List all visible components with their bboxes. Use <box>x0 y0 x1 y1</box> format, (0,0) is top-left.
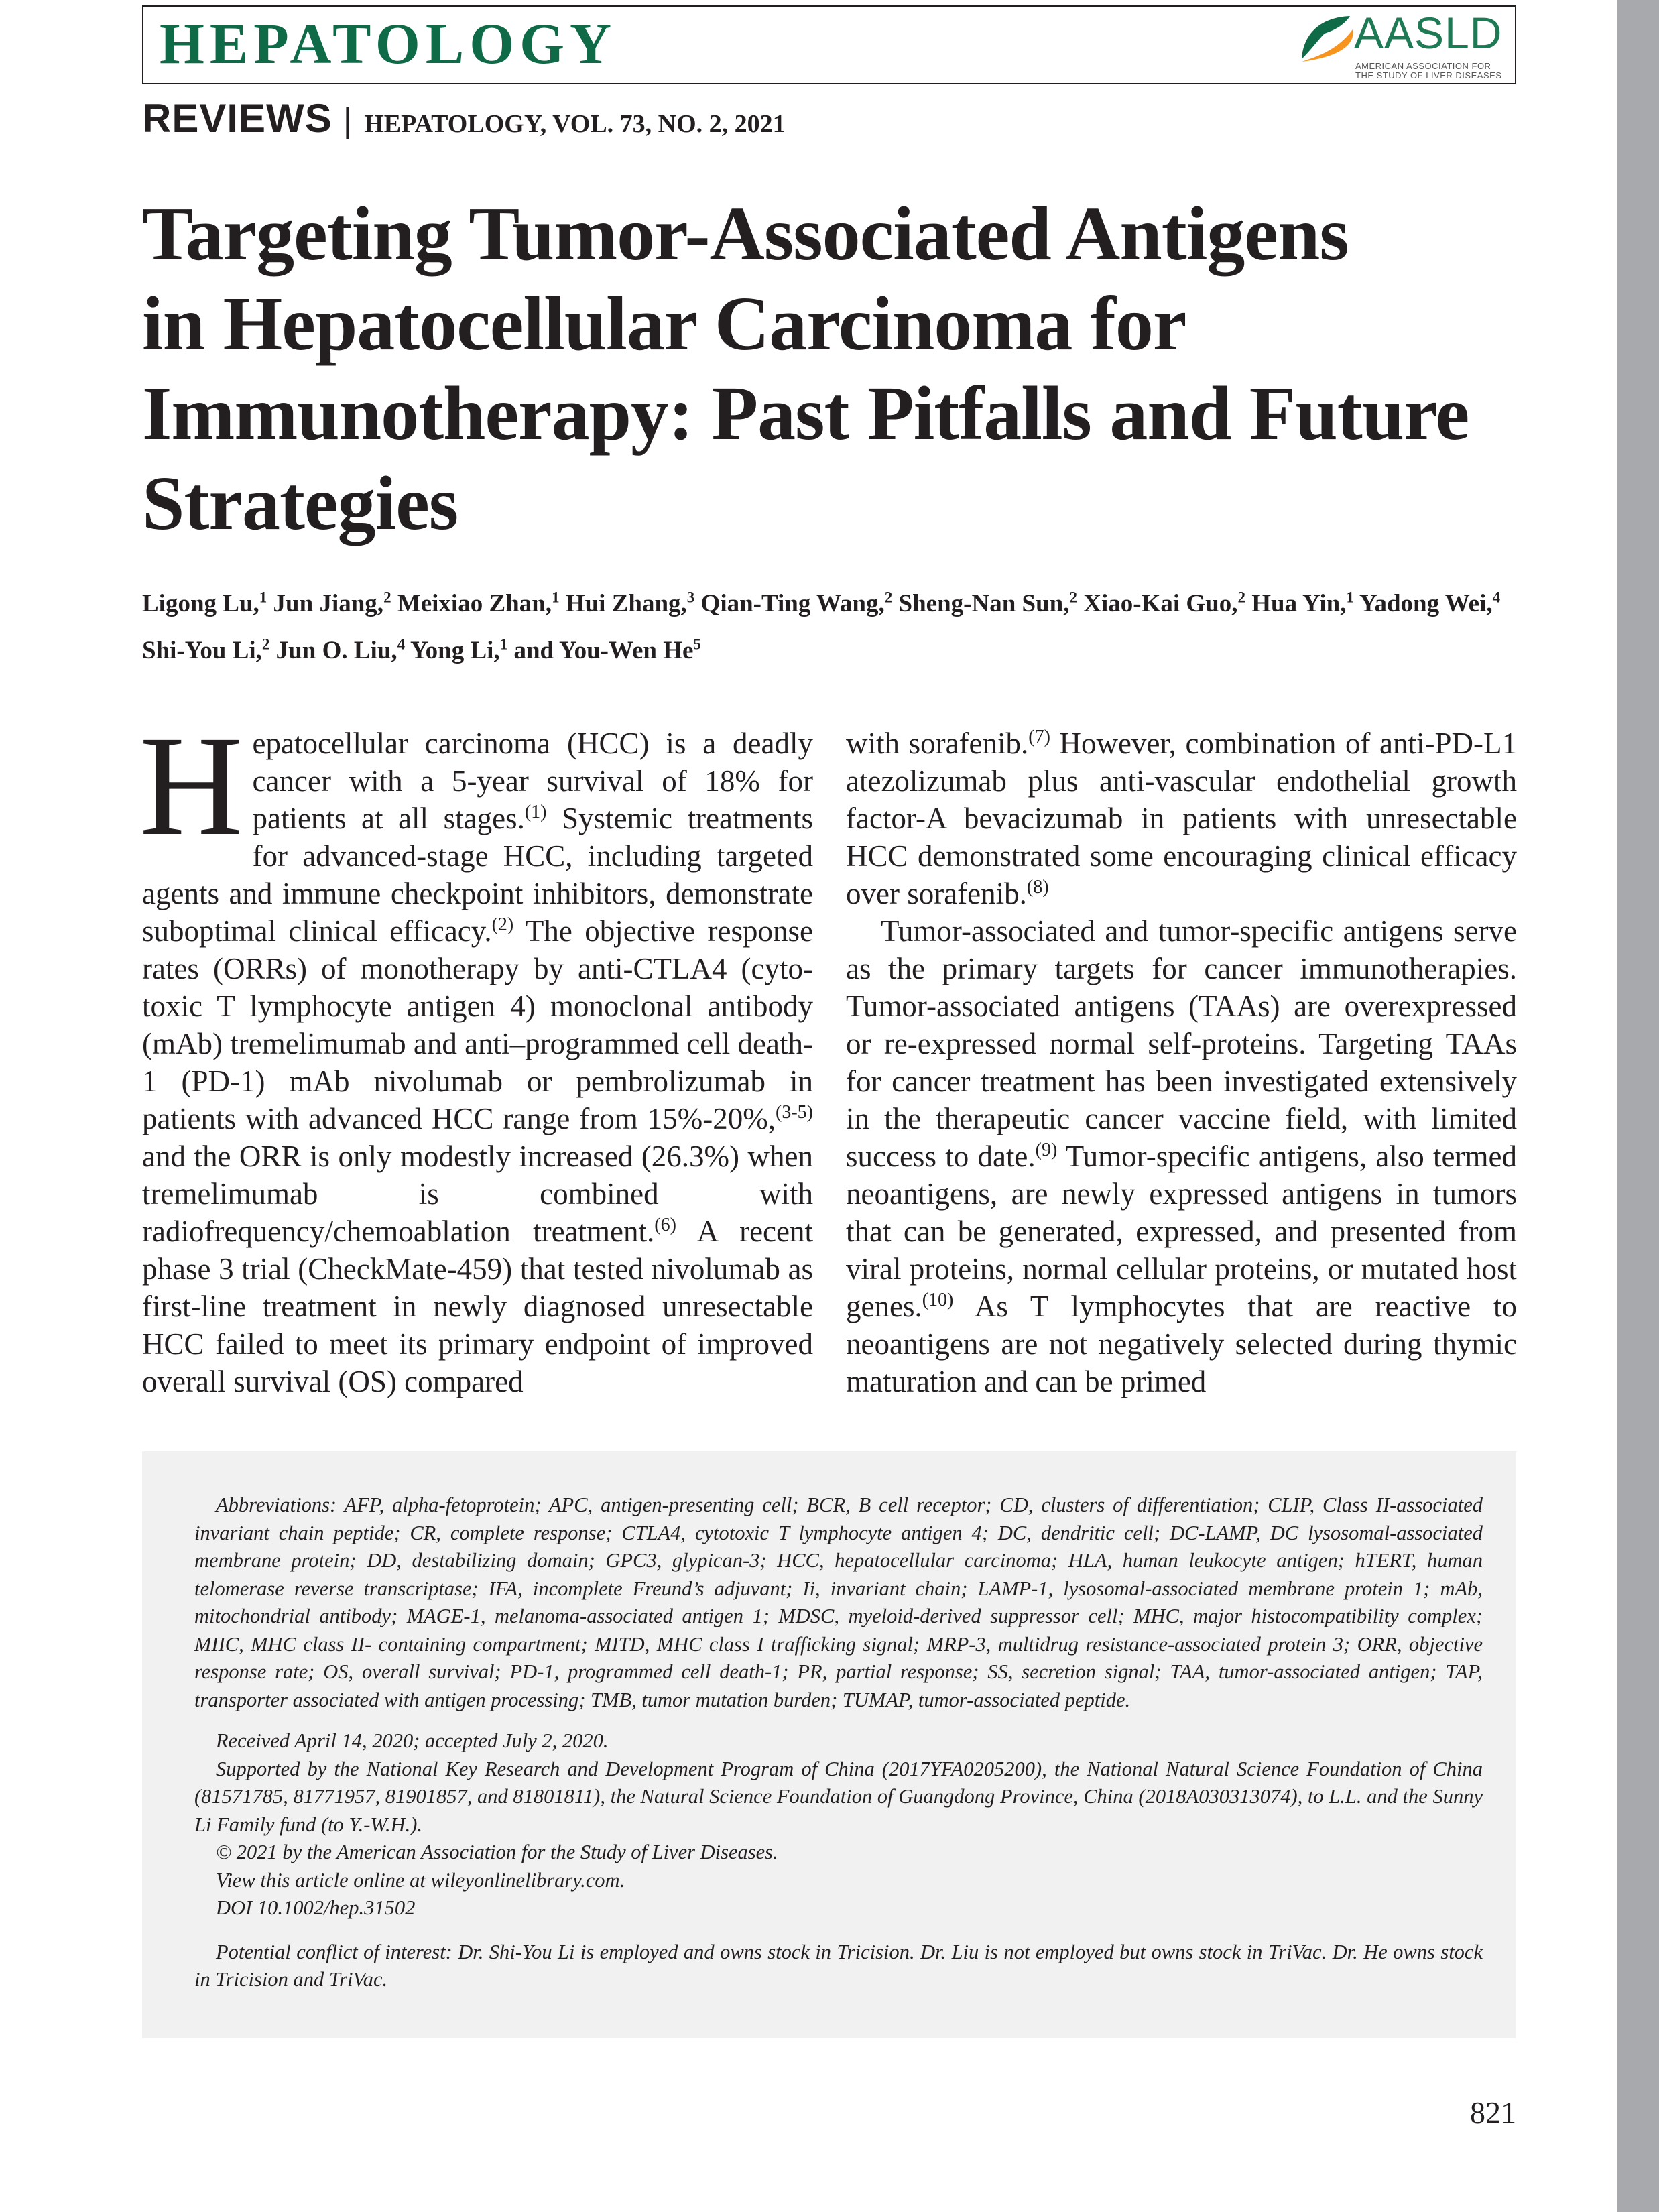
affiliation-marker: 2 <box>1237 589 1246 606</box>
title-line: Immunotherapy: Past Pitfalls and Future <box>142 371 1469 456</box>
author-name: Jun Jiang,$^2$ <box>273 589 391 618</box>
title-line: in Hepatocellular Carcinoma for <box>142 281 1186 366</box>
author-name: Meixiao Zhan,$^1$ <box>397 589 560 618</box>
online-link: View this article online at wileyonlinelibrary.com. <box>216 1868 625 1892</box>
journal-volume-info: HEPATOLOGY, VOL. 73, NO. 2, 2021 <box>364 110 786 138</box>
affiliation-marker: 5 <box>693 635 701 653</box>
author-name: Yadong Wei,$^4$ <box>1359 589 1501 618</box>
affiliation-marker: 2 <box>1069 589 1078 606</box>
affiliation-marker: 3 <box>686 589 695 606</box>
affiliation-marker: 1 <box>259 589 267 606</box>
aasld-logo-subtitle: AMERICAN ASSOCIATION FOR THE STUDY OF LIVER DISEASES <box>1355 61 1502 80</box>
author-list <box>142 578 1516 671</box>
author-name: Sheng-Nan Sun,$^2$ <box>898 589 1078 618</box>
author-name: Hua Yin,$^1$ <box>1251 589 1354 618</box>
affiliation-marker: 2 <box>261 635 270 653</box>
body-paragraph: Hepatocellular carcinoma (HCC) is a deadly cancer with a 5-year survival of 18% for patients at all stages.$^{(1)}$ Systemic treatments for advanced-stage HCC, including targeted agents and immune checkpoint inhibitors, demonstrate suboptimal clinical efficacy.$^{(2)}$ The objective response rates (ORRs) of monotherapy by anti-CTLA4 (cytotoxic T lymphocyte antigen 4) monoclonal antibody (mAb) tremelimumab and anti–programmed cell death-1 (PD-1) mAb nivolumab or pembrolizumab in patients with advanced HCC range from 15%-20%,$^{(3-5)}$ and the ORR is only modestly increased (26.3%) when tremelimumab is combined with radiofrequency/chemoablation treatment.$^{(6)}$ A recent phase 3 trial (CheckMate-459) that tested nivolumab as first-line treatment in newly diagnosed unresectable HCC failed to meet its primary endpoint of improved overall survival (OS) compared <box>139 706 813 1398</box>
title-line: Targeting Tumor-Associated Antigens <box>142 191 1349 276</box>
author-name: Hui Zhang,$^3$ <box>565 589 695 618</box>
page-edge-bar <box>1617 0 1659 2212</box>
affiliation-marker: 2 <box>884 589 893 606</box>
citation-marker: (9) <box>1035 1140 1058 1160</box>
aasld-logo <box>1298 9 1510 83</box>
affiliation-marker: 4 <box>397 635 406 653</box>
author-name: Xiao-Kai Guo,$^2$ <box>1083 589 1246 618</box>
section-line <box>142 95 786 142</box>
section-label: REVIEWS <box>142 96 332 141</box>
journal-masthead <box>142 5 1516 84</box>
conflict-of-interest: Potential conflict of interest: Dr. Shi-You Li is employed and owns stock in Tricision. Dr. Liu is not employed but owns stock in TriVac. Dr. He owns stock in Tricision and TriVac. <box>194 1940 1483 1991</box>
author-name: Jun O. Liu,$^4$ <box>275 635 406 664</box>
affiliation-marker: 2 <box>383 589 391 606</box>
body-column-right <box>846 725 1517 1400</box>
section-separator: | <box>343 101 353 140</box>
received-date: Received April 14, 2020; accepted July 2, 2020. <box>216 1729 609 1752</box>
funding-statement: Supported by the National Key Research and Development Program of China (2017YFA0205200), the National Natural Science Foundation of China (81571785, 81771957, 81901857, and 81801811), the Natural Science Foundation of Guangdong Province, China (2018A030313074), to L.L. and the Sunny Li Family fund (to Y.-W.H.). <box>194 1757 1483 1836</box>
citation-marker: (10) <box>922 1290 954 1310</box>
citation-marker: (7) <box>1028 727 1050 747</box>
author-name: and You-Wen He$^5$ <box>513 635 701 664</box>
aasld-logo-text: AASLD <box>1354 8 1503 58</box>
affiliation-marker: 1 <box>1346 589 1354 606</box>
citation-marker: (3-5) <box>776 1102 813 1123</box>
journal-name: HEPATOLOGY <box>160 11 617 76</box>
citation-marker: (8) <box>1026 877 1049 898</box>
citation-marker: (1) <box>524 802 547 822</box>
body-paragraph: with sorafenib.$^{(7)}$ However, combination of anti-PD-L1 atezolizumab plus anti-vascular endothelial growth factor-A bevacizumab in patients with unresectable HCC demonstrated some encouraging clinical efficacy over sorafenib.$^{(8)}$ <box>846 727 1517 910</box>
author-name: Shi-You Li,$^2$ <box>142 635 270 664</box>
article-title <box>142 189 1483 548</box>
abbreviations: Abbreviations: AFP, alpha-fetoprotein; APC, antigen-presenting cell; BCR, B cell receptor; CD, clusters of differentiation; CLIP, Class II-associated invariant chain peptide; CR, complete response; CTLA4, cytotoxic T lymphocyte antigen 4; DC, dendritic cell; DC-LAMP, DC lysosomal-associated membrane protein; DD, destabilizing domain; GPC3, glypican-3; HCC, hepatocellular carcinoma; HLA, human leukocyte antigen; hTERT, human telomerase reverse transcriptase; IFA, incomplete Freund’s adjuvant; Ii, invariant chain; LAMP-1, lysosomal-associated membrane protein 1; mAb, mitochondrial antibody; MAGE-1, melanoma-associated antigen 1; MDSC, myeloid-derived suppressor cell; MHC, major histocompatibility complex; MIIC, MHC class II- containing compartment; MITD, MHC class I trafficking signal; MRP-3, multidrug resistance-associated protein 3; ORR, objective response rate; OS, overall survival; PD-1, programmed cell death-1; PR, partial response; SS, secretion signal; TAA, tumor-associated antigen; TAP, transporter associated with antigen processing; TMB, tumor mutation burden; TUMAP, tumor-associated peptide. <box>194 1493 1483 1711</box>
body-column-left <box>139 706 813 1400</box>
body-paragraph: Tumor-associated and tumor-specific antigens serve as the primary targets for cancer immunotherapies. Tumor-associated antigens (TAAs) are overexpressed or re-expressed normal self-proteins. Targeting TAAs for cancer treatment has been investigated extensively in the therapeutic cancer vaccine field, with limited success to date.$^{(9)}$ Tumor-specific antigens, also termed neoantigens, are newly expressed antigens in tumors that can be generated, expressed, and presented from viral proteins, normal cellular proteins, or mutated host genes.$^{(10)}$ As T lymphocytes that are reactive to neoantigens are not negatively selected during thymic maturation and can be primed <box>846 914 1517 1398</box>
doi: DOI 10.1002/hep.31502 <box>216 1896 416 1919</box>
article-info-box <box>142 1451 1516 2038</box>
citation-marker: (6) <box>654 1215 676 1235</box>
drop-cap: H <box>139 706 243 865</box>
affiliation-marker: 1 <box>552 589 560 606</box>
citation-marker: (2) <box>491 914 514 935</box>
author-name: Qian-Ting Wang,$^2$ <box>700 589 893 618</box>
title-line: Strategies <box>142 460 458 546</box>
affiliation-marker: 1 <box>499 635 508 653</box>
copyright: © 2021 by the American Association for the Study of Liver Diseases. <box>216 1841 778 1863</box>
author-name: Yong Li,$^1$ <box>410 635 508 664</box>
affiliation-marker: 4 <box>1492 589 1501 606</box>
page-number: 821 <box>1470 2095 1516 2130</box>
author-name: Ligong Lu,$^1$ <box>142 589 267 618</box>
